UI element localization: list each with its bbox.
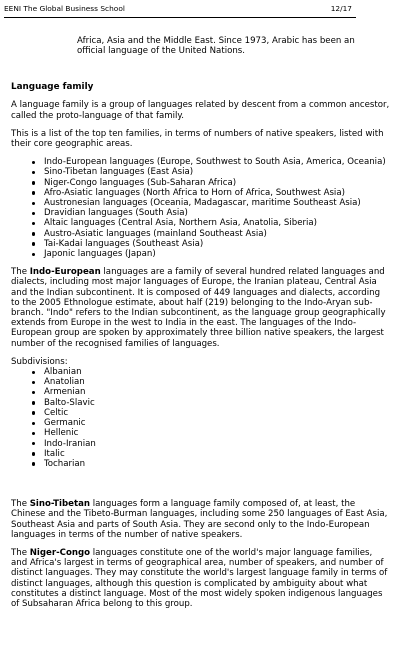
list-item: Indo-European languages (Europe, Southwest to South Asia, America, Oceania)	[44, 157, 391, 167]
header-school-name: EENI The Global Business School	[4, 4, 125, 13]
list-item: Austro-Asiatic languages (mainland Southeast Asia)	[44, 229, 391, 239]
list-intro-paragraph: This is a list of the top ten families, in terms of numbers of native speakers, listed with their core geographic areas.	[11, 128, 384, 150]
list-item: Tai-Kadai languages (Southeast Asia)	[44, 239, 391, 249]
indo-european-pre: The	[11, 267, 30, 278]
list-item: Balto-Slavic	[44, 398, 391, 408]
niger-congo-term: Niger-Congo	[29, 547, 91, 558]
list-item: Japonic languages (Japan)	[44, 249, 391, 259]
sino-tibetan-text: languages form a language family composed of, at least, the Chinese and the Tibeto-Burman languages, including some 250 languages of East Asia, Southeast Asia and parts of South Asia. They are second only to the Indo-European languages in terms of the number of native speakers.	[11, 499, 388, 540]
list-item: Afro-Asiatic languages (North Africa to Horn of Africa, Southwest Asia)	[44, 188, 391, 198]
list-item: Italic	[44, 449, 391, 459]
page-header	[4, 3, 356, 18]
list-item: Hellenic	[44, 428, 391, 438]
indo-european-term: Indo-European	[29, 267, 101, 278]
list-item: Armenian	[44, 387, 391, 397]
sino-tibetan-paragraph	[11, 499, 391, 540]
list-item: Dravidian languages (South Asia)	[44, 208, 391, 218]
niger-congo-paragraph	[11, 548, 391, 609]
list-item: Altaic languages (Central Asia, Northern Asia, Anatolia, Siberia)	[44, 218, 391, 228]
sino-tibetan-term: Sino-Tibetan	[29, 499, 90, 510]
list-item: Anatolian	[44, 377, 391, 387]
list-item: Niger-Congo languages (Sub-Saharan Africa)	[44, 178, 391, 188]
list-item: Tocharian	[44, 459, 391, 469]
indo-european-paragraph	[11, 267, 391, 349]
indo-european-text: languages are a family of several hundred related languages and dialects, including most major languages of Europe, the Iranian plateau, Central Asia and the Indian subcontinent. It is composed of 449 languages and dialects, according to the 2005 Ethnologue estimate, about half (219) belonging to the Indo-Aryan sub-branch. "Indo" refers to the Indian subcontinent, as the language group geographically extends from Europe in the west to India in the east. The languages of the Indo-European group are spoken by approximately three billion native speakers, the largest number of the recognised families of languages.	[11, 267, 386, 349]
list-item: Albanian	[44, 367, 391, 377]
intro-continuation: Africa, Asia and the Middle East. Since 1973, Arabic has been an official language of the United Nations.	[77, 36, 355, 57]
list-item: Sino-Tibetan languages (East Asia)	[44, 167, 391, 177]
sino-tibetan-pre: The	[11, 499, 30, 510]
subdivisions-list	[11, 367, 391, 469]
page-content	[11, 36, 391, 617]
list-item: Indo-Iranian	[44, 439, 391, 449]
language-family-list	[11, 157, 391, 259]
list-item: Austronesian languages (Oceania, Madagascar, maritime Southeast Asia)	[44, 198, 391, 208]
list-item: Celtic	[44, 408, 391, 418]
niger-congo-text: languages constitute one of the world's major language families, and Africa's largest in terms of geographical area, number of speakers, and number of distinct languages. They may constitute the world's largest language family in terms of distinct languages, although this question is complicated by ambiguity about what constitutes a distinct language. Most of the most widely spoken indigenous languages of Subsaharan Africa belong to this group.	[11, 547, 388, 609]
header-page-number: 12/17	[330, 4, 352, 13]
list-item: Germanic	[44, 418, 391, 428]
niger-congo-pre: The	[11, 547, 30, 558]
definition-paragraph: A language family is a group of languages related by descent from a common ancestor, called the proto-language of that family.	[11, 100, 390, 121]
subdivisions-label: Subdivisions:	[11, 356, 68, 367]
section-title: Language family	[11, 82, 94, 93]
